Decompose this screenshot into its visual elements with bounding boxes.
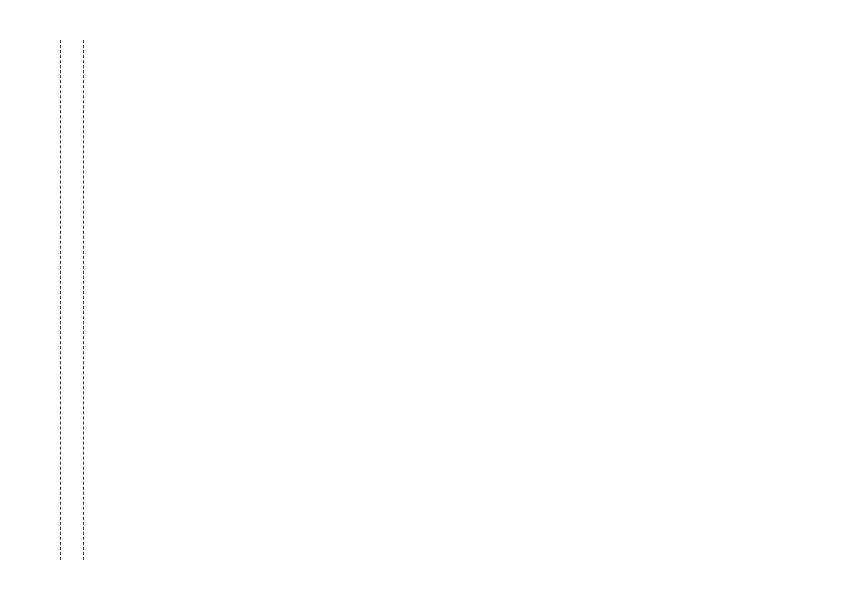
right-column: [436, 50, 766, 59]
binding-margin: [60, 40, 84, 560]
left-column: [90, 50, 410, 60]
